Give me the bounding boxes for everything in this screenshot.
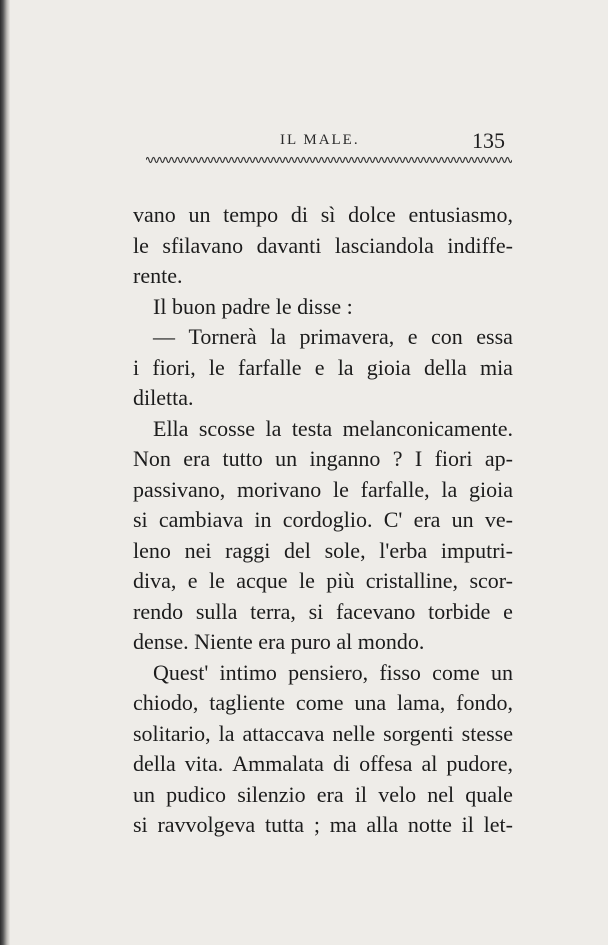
decorative-rule-ornament xyxy=(146,155,512,165)
body-text xyxy=(133,200,513,841)
text-line: solitario, la attaccava nelle sorgenti stesse xyxy=(133,720,513,746)
text-line: rendo sulla terra, si facevano torbide e xyxy=(133,598,513,624)
text-line: Quest' intimo pensiero, fisso come un xyxy=(153,659,513,685)
text-line: Ella scosse la testa melanconicamente. xyxy=(153,415,513,441)
text-line: passivano, morivano le farfalle, la gioia xyxy=(133,476,513,502)
text-line: leno nei raggi del sole, l'erba imputri- xyxy=(133,537,513,563)
binding-edge xyxy=(0,0,10,945)
text-line: — Tornerà la primavera, e con essa xyxy=(153,324,513,349)
text-line: chiodo, tagliente come una lama, fondo, xyxy=(133,690,513,715)
chapter-title: IL MALE. xyxy=(280,132,360,148)
text-line: rente. xyxy=(133,263,183,288)
text-line: Non era tutto un inganno ? I fiori ap- xyxy=(133,446,513,471)
text-line: un pudico silenzio era il velo nel quale xyxy=(133,781,513,807)
text-line: vano un tempo di sì dolce entusiasmo, xyxy=(133,202,513,227)
page-number: 135 xyxy=(472,128,505,153)
text-line: diletta. xyxy=(133,385,194,410)
text-line: si ravvolgeva tutta ; ma alla notte il let- xyxy=(133,812,513,837)
text-line: i fiori, le farfalle e la gioia della mia xyxy=(133,354,513,380)
text-line: le sfilavano davanti lasciandola indiffe- xyxy=(133,232,513,258)
running-head xyxy=(10,122,608,152)
text-line: Il buon padre le disse : xyxy=(153,293,353,319)
book-page xyxy=(10,0,608,945)
text-line: della vita. Ammalata di offesa al pudore, xyxy=(133,751,513,776)
text-line: diva, e le acque le più cristalline, scor- xyxy=(133,568,513,593)
text-line: si cambiava in cordoglio. C' era un ve- xyxy=(133,507,513,532)
text-line: dense. Niente era puro al mondo. xyxy=(133,629,425,654)
